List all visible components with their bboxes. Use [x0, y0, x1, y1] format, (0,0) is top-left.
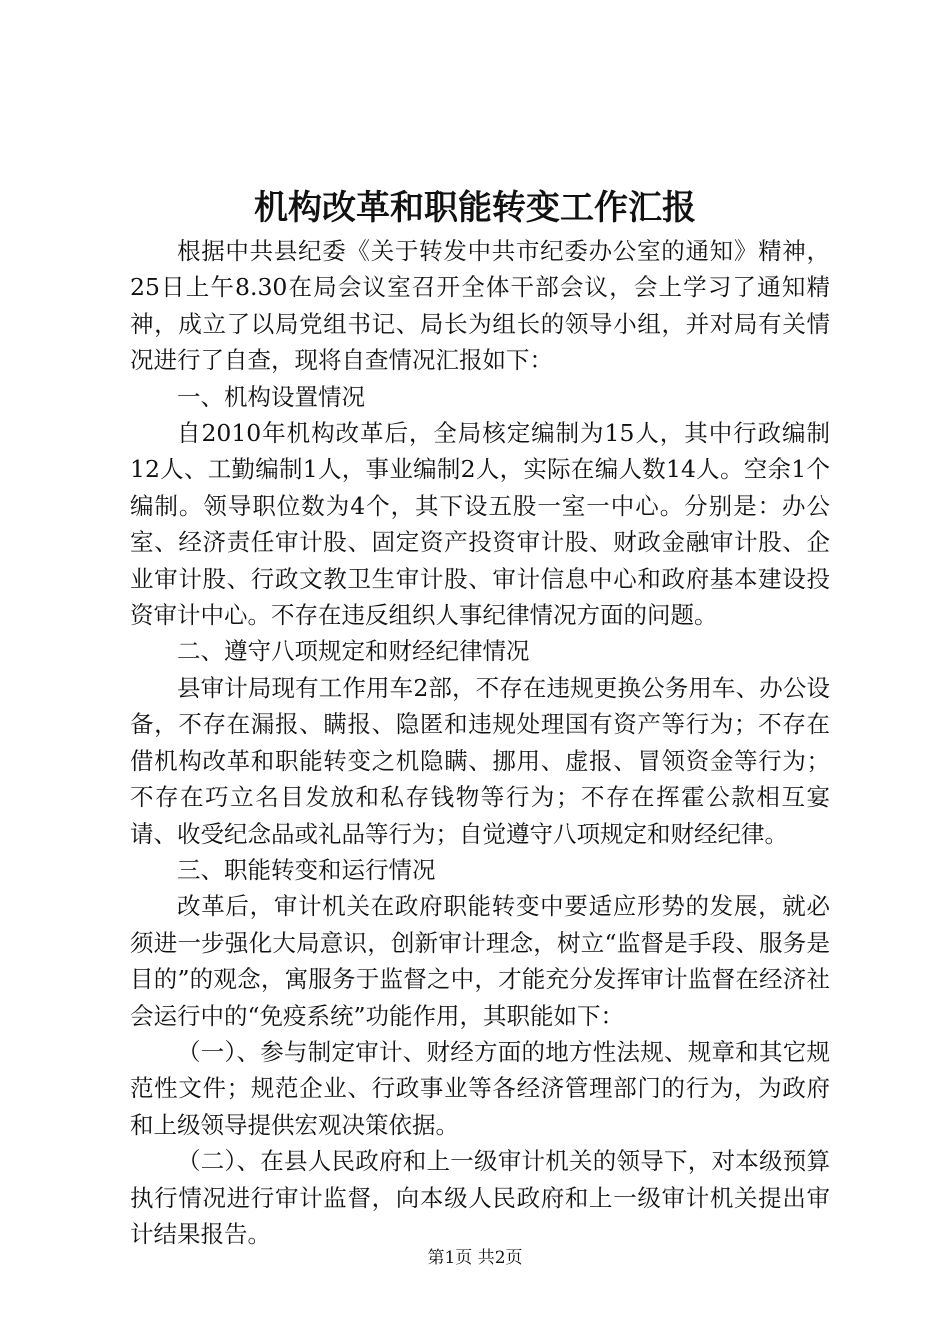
section-2-paragraph: 县审计局现有工作用车2部，不存在违规更换公务用车、办公设备，不存在漏报、瞒报、隐匿和违规处理国有资产等行为；不存在借机构改革和职能转变之机隐瞒、挪用、虚报、冒领资金等行为；不存在巧立名目发放和私存钱物等行为；不存在挥霍公款相互宴请、收受纪念品或礼品等行为；自觉遵守八项规定和财经纪律。 [130, 673, 830, 848]
function-item-2: （二）、在县人民政府和上一级审计机关的领导下，对本级预算执行情况进行审计监督，向本级人民政府和上一级审计机关提出审计结果报告。 [130, 1147, 830, 1248]
section-heading-2: 二、遵守八项规定和财经纪律情况 [177, 637, 530, 666]
section-heading-1: 一、机构设置情况 [177, 382, 365, 411]
document-body [130, 233, 830, 1252]
document-title: 机构改革和职能转变工作汇报 [254, 188, 696, 228]
function-item-1: （一）、参与制定审计、财经方面的地方性法规、规章和其它规范性文件；规范企业、行政事业等各经济管理部门的行为，为政府和上级领导提供宏观决策依据。 [130, 1037, 830, 1139]
intro-paragraph: 根据中共县纪委《关于转发中共市纪委办公室的通知》精神，25日上午8.30在局会议室召开全体干部会议，会上学习了通知精神，成立了以局党组书记、局长为组长的领导小组，并对局有关情况进行了自查，现将自查情况汇报如下： [130, 237, 830, 375]
section-3-paragraph: 改革后，审计机关在政府职能转变中要适应形势的发展，就必须进一步强化大局意识，创新审计理念，树立“监督是手段、服务是目的”的观念，寓服务于监督之中，才能充分发挥审计监督在经济社会运行中的“免疫系统”功能作用，其职能如下： [130, 892, 830, 1030]
section-heading-3: 三、职能转变和运行情况 [177, 855, 436, 884]
page-number-footer: 第1页 共2页 [427, 1248, 523, 1268]
section-1-paragraph: 自2010年机构改革后，全局核定编制为15人，其中行政编制12人、工勤编制1人，事业编制2人，实际在编人数14人。空余1个编制。领导职位数为4个，其下设五股一室一中心。分别是：办公室、经济责任审计股、固定资产投资审计股、财政金融审计股、企业审计股、行政文教卫生审计股、审计信息中心和政府基本建设投资审计中心。不存在违反组织人事纪律情况方面的问题。 [130, 419, 830, 630]
